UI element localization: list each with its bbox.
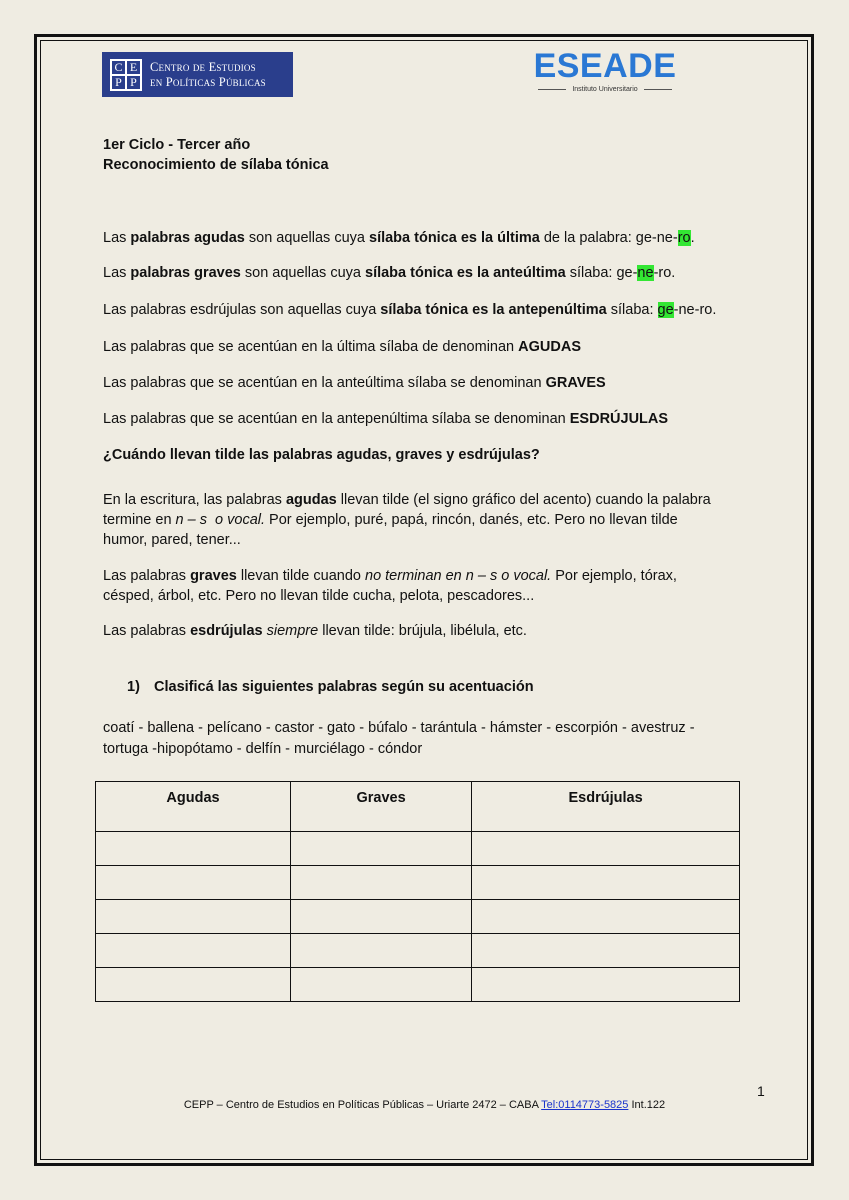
text: Las palabras esdrújulas son aquellas cuya (103, 302, 381, 318)
text: Por ejemplo, tórax, (551, 568, 677, 584)
rule-emphasis: sílaba tónica es la última (369, 230, 540, 246)
rule-emphasis: sílaba tónica es la anteúltima (365, 265, 566, 281)
text: -ne-ro. (673, 302, 717, 318)
graves-paragraph-line1 (103, 566, 677, 586)
text: Las palabras (103, 568, 191, 584)
text: En la escritura, las palabras (103, 492, 286, 508)
cepp-letter: P (126, 75, 141, 90)
graves-definition (103, 263, 675, 283)
esdrujulas-paragraph (103, 621, 527, 641)
table-cell[interactable] (291, 968, 472, 1002)
text: son aquellas cuya (244, 230, 369, 246)
agudas-definition (103, 228, 695, 248)
term: agudas (285, 492, 337, 508)
rule-emphasis: sílaba tónica es la antepenúltima (380, 302, 607, 318)
eseade-logo-subtitle: Instituto Universitario (572, 86, 638, 93)
table-cell[interactable] (96, 900, 291, 934)
word-list-line2: tortuga -hipopótamo - delfín - murciélago - cóndor (103, 741, 423, 757)
cepp-letter: E (126, 60, 141, 75)
italic-text: no terminan en n – s o vocal. (365, 568, 552, 584)
esdrujulas-definition (103, 300, 716, 320)
italic-text: n – s o vocal. (175, 512, 266, 528)
table-cell[interactable] (291, 934, 472, 968)
term-graves: palabras graves (130, 265, 241, 281)
table-cell[interactable] (291, 900, 472, 934)
cepp-logo-line1: Centro de Estudios (150, 59, 256, 74)
cepp-logo-line2: en Políticas Públicas (150, 74, 266, 89)
table-cell[interactable] (96, 968, 291, 1002)
text: llevan tilde (el signo gráfico del acento) cuando la palabra (336, 492, 711, 508)
text: Las (103, 230, 131, 246)
table-cell[interactable] (96, 866, 291, 900)
cycle-heading: 1er Ciclo - Tercer año (103, 137, 251, 153)
table-header-row (96, 782, 740, 832)
footer-text: CEPP – Centro de Estudios en Políticas Públicas – Uriarte 2472 – CABA (183, 1099, 542, 1111)
table-row (96, 968, 740, 1002)
table-row (96, 866, 740, 900)
text: sílaba: (606, 302, 658, 318)
phone-link[interactable]: Tel:0114773-5825 (541, 1099, 629, 1111)
table-cell[interactable] (472, 832, 740, 866)
text: llevan tilde: brújula, libélula, etc. (318, 623, 527, 639)
highlighted-syllable: ne (637, 265, 654, 281)
rule-agudas (103, 337, 581, 357)
cepp-logo-mark (110, 59, 142, 91)
footer (0, 1099, 849, 1111)
table-cell[interactable] (291, 866, 472, 900)
agudas-paragraph-line2 (103, 510, 678, 530)
term: AGUDAS (518, 339, 581, 355)
table-cell[interactable] (472, 934, 740, 968)
topic-heading: Reconocimiento de sílaba tónica (103, 157, 329, 173)
text: llevan tilde cuando (236, 568, 365, 584)
classification-table (95, 781, 740, 1002)
text: termine en (103, 512, 176, 528)
footer-extension: Int.122 (628, 1099, 666, 1111)
text: . (690, 230, 695, 246)
column-header-graves: Graves (291, 782, 472, 832)
rule-esdrujulas (103, 409, 668, 429)
table-cell[interactable] (472, 900, 740, 934)
highlighted-syllable: ge (657, 302, 674, 318)
column-header-esdrujulas: Esdrújulas (472, 782, 740, 832)
agudas-paragraph-line3: humor, pared, tener... (103, 532, 241, 548)
exercise-number: 1) (127, 679, 140, 695)
rule-graves (103, 373, 606, 393)
cepp-letter: C (111, 60, 126, 75)
cepp-letter: P (111, 75, 126, 90)
table-cell[interactable] (472, 968, 740, 1002)
cepp-logo-text (150, 60, 266, 90)
table-cell[interactable] (291, 832, 472, 866)
text: Las palabras que se acentúan en la anteúltima sílaba se denominan (103, 375, 546, 391)
term: ESDRÚJULAS (569, 411, 669, 427)
eseade-logo-name: ESEADE (533, 47, 677, 85)
eseade-rule-right (644, 89, 672, 90)
text: son aquellas cuya (240, 265, 365, 281)
term: graves (190, 568, 237, 584)
table-cell[interactable] (96, 934, 291, 968)
text: sílaba: ge- (565, 265, 638, 281)
eseade-logo-subtitle-row (525, 86, 685, 93)
table-cell[interactable] (96, 832, 291, 866)
cepp-logo (102, 52, 293, 97)
text: Las (103, 265, 131, 281)
text: Las palabras que se acentúan en la antepenúltima sílaba se denominan (103, 411, 570, 427)
question-heading: ¿Cuándo llevan tilde las palabras agudas, graves y esdrújulas? (103, 447, 540, 463)
eseade-rule-left (538, 89, 566, 90)
italic-text: siempre (266, 623, 319, 639)
exercise-title: Clasificá las siguientes palabras según su acentuación (154, 679, 534, 695)
table-cell[interactable] (472, 866, 740, 900)
text: -ro. (653, 265, 676, 281)
text: Por ejemplo, puré, papá, rincón, danés, etc. Pero no llevan tilde (265, 512, 678, 528)
text: Las palabras que se acentúan en la última sílaba de denominan (103, 339, 519, 355)
table-row (96, 900, 740, 934)
eseade-logo (525, 48, 685, 93)
table-row (96, 832, 740, 866)
graves-paragraph-line2: césped, árbol, etc. Pero no llevan tilde cucha, pelota, pescadores... (103, 588, 535, 604)
text: Las palabras (103, 623, 191, 639)
column-header-agudas: Agudas (96, 782, 291, 832)
agudas-paragraph-line1 (103, 490, 711, 510)
term: esdrújulas (190, 623, 263, 639)
page-number: 1 (757, 1083, 765, 1099)
text: de la palabra: ge-ne- (539, 230, 678, 246)
term: GRAVES (545, 375, 606, 391)
highlighted-syllable: ro (677, 230, 691, 246)
word-list-line1: coatí - ballena - pelícano - castor - gato - búfalo - tarántula - hámster - escorpión - avestruz - (103, 720, 695, 736)
table-row (96, 934, 740, 968)
term-agudas: palabras agudas (130, 230, 245, 246)
